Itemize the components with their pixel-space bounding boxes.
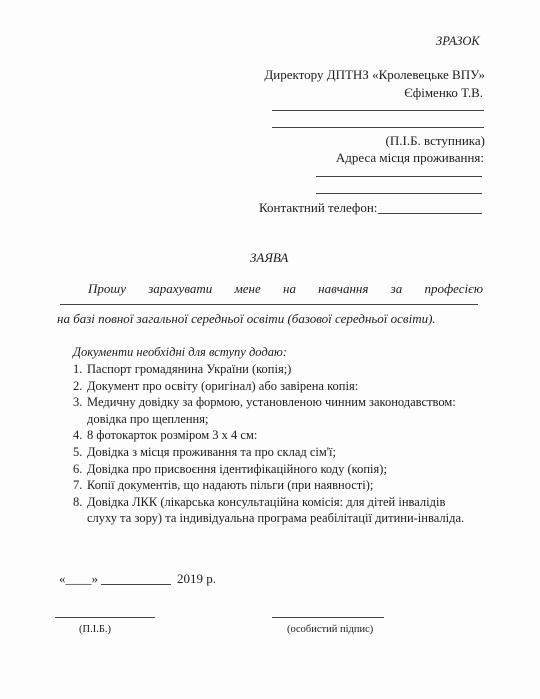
list-item xyxy=(73,444,483,461)
documents-list xyxy=(73,361,483,527)
signature-name-caption: (П.І.Б.) xyxy=(79,624,111,635)
signature-sign-caption: (особистий підпис) xyxy=(287,624,374,635)
date-year: 2019 р. xyxy=(177,571,216,586)
profession-line xyxy=(60,304,478,305)
signature-sign-line xyxy=(272,617,384,618)
request-word: на xyxy=(283,281,296,296)
item-number: 5. xyxy=(73,444,83,459)
phone-line xyxy=(378,213,482,214)
address-label: Адреса місця проживання: xyxy=(335,150,484,165)
item-text: Довідка з місця проживання та про склад сім'ї; xyxy=(87,444,336,459)
item-number: 1. xyxy=(73,362,83,376)
applicant-name-line-1 xyxy=(272,110,484,111)
item-text: Копії документів, що надають пільги (при наявності); xyxy=(87,478,374,493)
address-line-1 xyxy=(316,176,482,177)
item-text: Довідка про присвоєння ідентифікаційного коду (копія); xyxy=(87,461,387,476)
request-word: мене xyxy=(234,281,261,296)
request-word: навчання xyxy=(318,281,369,296)
item-number: 8. xyxy=(73,494,83,509)
date-month-line xyxy=(101,584,171,585)
list-item xyxy=(73,394,483,411)
item-number: 4. xyxy=(73,428,83,443)
item-text: Документ про освіту (оригінал) або завірена копія: xyxy=(87,378,359,393)
request-word: професією xyxy=(424,281,483,296)
address-line-2 xyxy=(316,193,482,194)
list-item xyxy=(73,378,483,395)
addressee-line-1: Директору ДПТНЗ «Кролевецьке ВПУ» xyxy=(264,67,485,82)
education-basis: на базі повної загальної середньої освіти (базової середньої освіти). xyxy=(57,311,436,326)
addressee-line-2: Єфіменко Т.В. xyxy=(404,85,483,100)
item-number: 7. xyxy=(73,478,83,493)
list-item xyxy=(73,494,483,511)
phone-label: Контактний телефон: xyxy=(259,200,378,215)
sample-mark: ЗРАЗОК xyxy=(436,34,480,48)
signature-name-line xyxy=(55,617,155,618)
list-item xyxy=(73,461,483,478)
item-continuation: слуху та зору) та індивідуальна програма реабілітації дитини-інваліда. xyxy=(87,511,465,526)
item-text: Паспорт громадянина України (копія;) xyxy=(87,362,292,376)
item-number: 3. xyxy=(73,395,83,410)
item-text: 8 фотокарток розміром 3 х 4 см: xyxy=(87,428,258,443)
list-item xyxy=(73,361,483,378)
date-day: «____» xyxy=(59,571,98,586)
document-title: ЗАЯВА xyxy=(250,250,289,265)
request-word: за xyxy=(390,281,403,296)
applicant-name-line-2 xyxy=(272,127,484,128)
documents-heading: Документи необхідні для вступу додаю: xyxy=(73,345,287,359)
request-word: зарахувати xyxy=(148,281,213,296)
item-continuation: довідка про щеплення; xyxy=(87,411,209,426)
item-text: Медичну довідку за формою, установленою чинним законодавством: xyxy=(87,395,456,410)
item-number: 2. xyxy=(73,378,83,393)
list-item xyxy=(73,477,483,494)
item-text: Довідка ЛКК (лікарська консультаційна комісія: для дітей інвалідів xyxy=(87,494,446,509)
request-line xyxy=(88,281,483,297)
request-word: Прошу xyxy=(88,281,126,296)
list-item xyxy=(73,427,483,444)
applicant-name-caption: (П.І.Б. вступника) xyxy=(385,133,485,148)
item-number: 6. xyxy=(73,461,83,476)
